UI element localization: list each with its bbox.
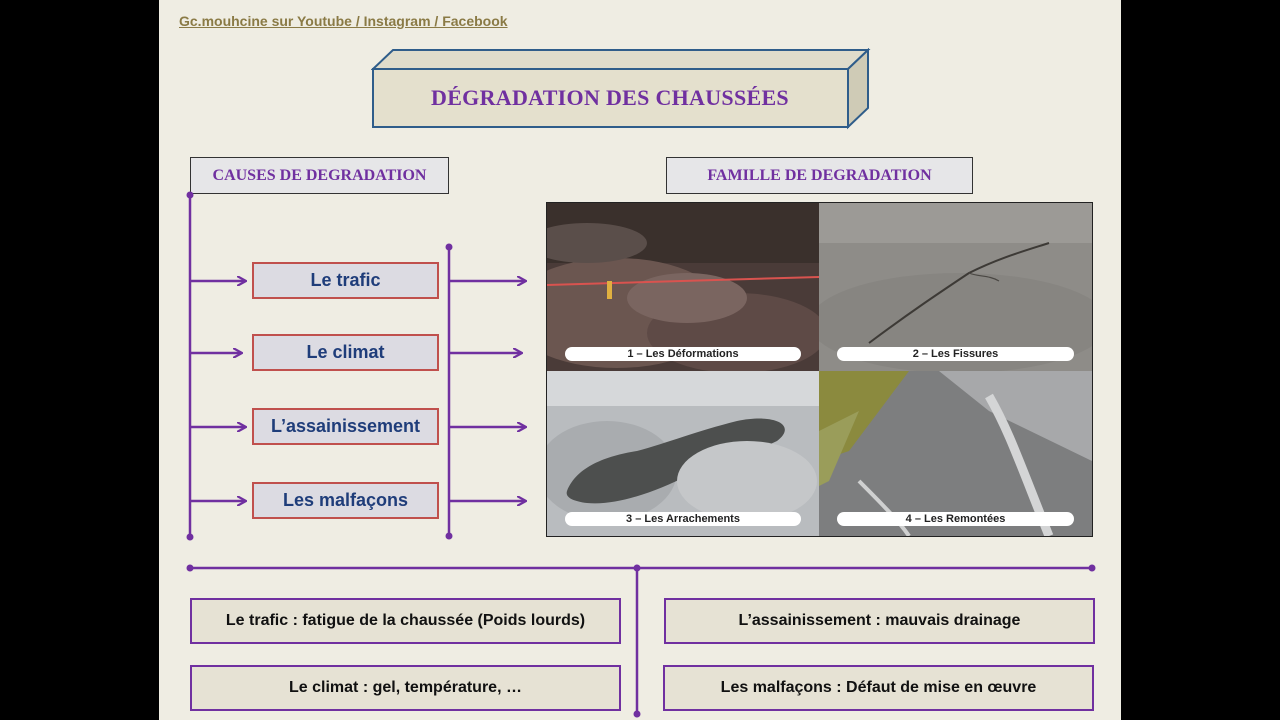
desc-assainissement: L’assainissement : mauvais drainage bbox=[664, 598, 1095, 644]
cause-trafic: Le trafic bbox=[252, 262, 439, 299]
desc-climat: Le climat : gel, température, … bbox=[190, 665, 621, 711]
page-title: DÉGRADATION DES CHAUSSÉES bbox=[431, 85, 789, 110]
cause-climat: Le climat bbox=[252, 334, 439, 371]
photo-arrachements bbox=[547, 371, 819, 536]
desc-malfacons: Les malfaçons : Défaut de mise en œuvre bbox=[663, 665, 1094, 711]
photo-caption-3: 3 – Les Arrachements bbox=[565, 512, 801, 526]
photo-caption-4: 4 – Les Remontées bbox=[837, 512, 1074, 526]
degradation-photo-grid bbox=[546, 202, 1093, 537]
photo-caption-1: 1 – Les Déformations bbox=[565, 347, 801, 361]
desc-trafic: Le trafic : fatigue de la chaussée (Poids lourds) bbox=[190, 598, 621, 644]
social-link[interactable]: Gc.mouhcine sur Youtube / Instagram / Facebook bbox=[179, 13, 508, 29]
cause-malfacons: Les malfaçons bbox=[252, 482, 439, 519]
deformation-road-image bbox=[547, 203, 819, 371]
photo-deformations bbox=[547, 203, 819, 371]
causes-label: CAUSES DE DEGRADATION bbox=[190, 157, 449, 194]
cause-assainissement: L’assainissement bbox=[252, 408, 439, 445]
photo-remontees bbox=[819, 371, 1092, 536]
families-label: FAMILLE DE DEGRADATION bbox=[666, 157, 973, 194]
photo-fissures bbox=[819, 203, 1092, 371]
fissure-road-image bbox=[819, 203, 1092, 371]
photo-caption-2: 2 – Les Fissures bbox=[837, 347, 1074, 361]
slide bbox=[159, 0, 1121, 720]
